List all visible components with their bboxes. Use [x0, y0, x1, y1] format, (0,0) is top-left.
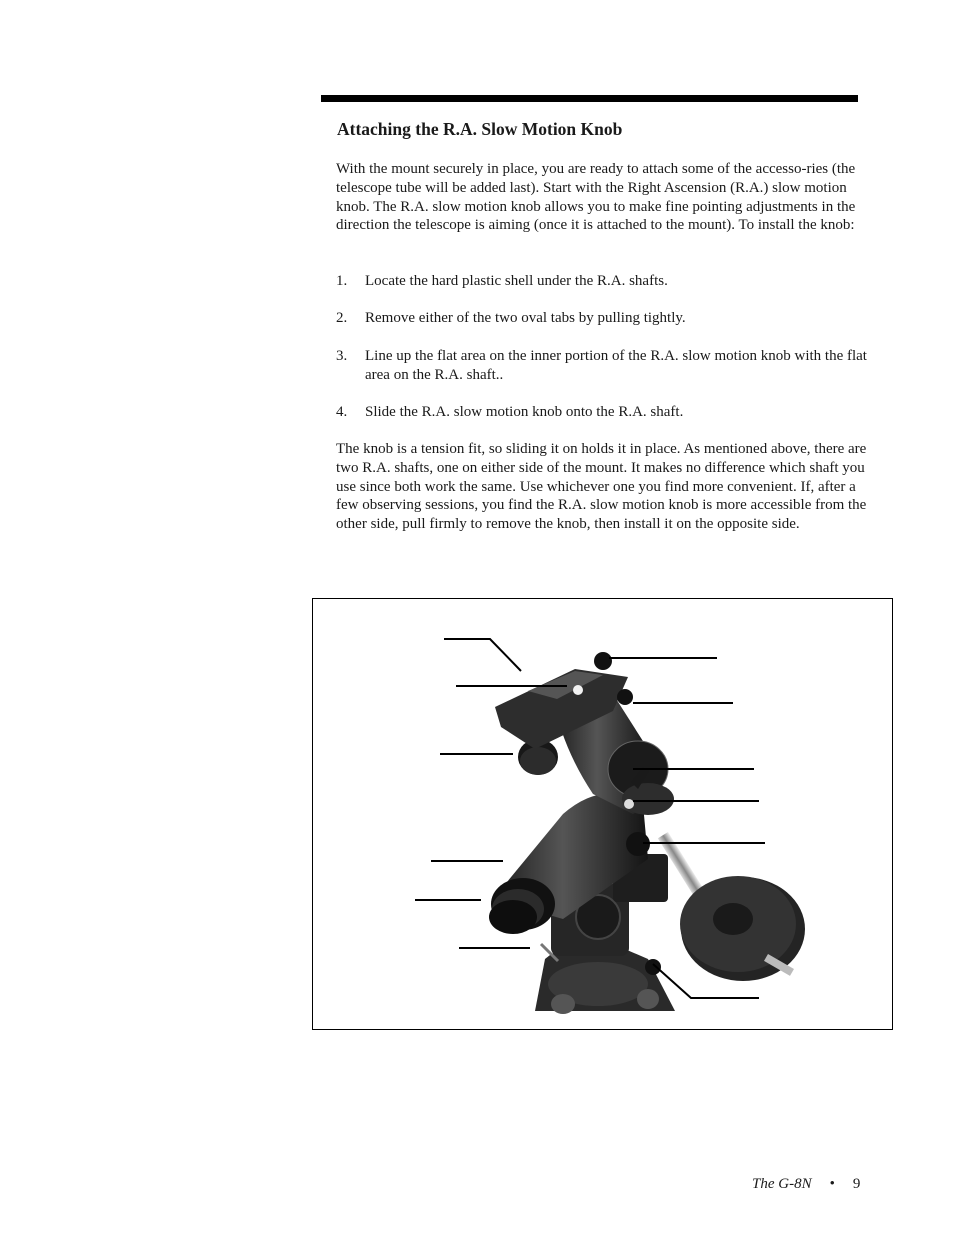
- step-text: Remove either of the two oval tabs by pulling tightly.: [365, 310, 686, 326]
- section-heading: Attaching the R.A. Slow Motion Knob: [337, 119, 623, 139]
- footer-bullet: •: [829, 1176, 835, 1192]
- step-text: Line up the flat area on the inner portion of the R.A. slow motion knob with the flat area on the R.A. shaft..: [365, 348, 867, 383]
- step-number: 2.: [336, 310, 348, 326]
- mount-illustration: [313, 599, 894, 1031]
- step-text: Locate the hard plastic shell under the R.A. shafts.: [365, 273, 668, 289]
- page-footer: [752, 1176, 860, 1193]
- intro-paragraph: With the mount securely in place, you are ready to attach some of the accesso-ries (the telescope tube will be added last). Start with the Right Ascension (R.A.) slow motion knob. The R.A. slow motion knob allows you to make fine pointing adjustments in the direction the telescope is aiming (once it is attached to the mount). To install the knob:: [336, 161, 856, 234]
- counterweight: [680, 876, 805, 981]
- step-text: Slide the R.A. slow motion knob onto the R.A. shaft.: [365, 404, 684, 420]
- step-number: 1.: [336, 273, 348, 289]
- step-number: 3.: [336, 348, 348, 364]
- footer-title: The G-8N: [752, 1176, 812, 1192]
- outro-paragraph: The knob is a tension fit, so sliding it on holds it in place. As mentioned above, there are two R.A. shafts, one on either side of the mount. It makes no difference which shaft you use since both work the same. Use whichever one you find more convenient. If, after a few observing sessions, you find the R.A. slow motion knob is more accessible from the other side, pull firmly to remove the knob, then install it on the opposite side.: [336, 441, 867, 533]
- step-number: 4.: [336, 404, 348, 420]
- mount-figure: [312, 598, 893, 1030]
- header-rule: [321, 95, 858, 102]
- page-number: 9: [852, 1176, 861, 1192]
